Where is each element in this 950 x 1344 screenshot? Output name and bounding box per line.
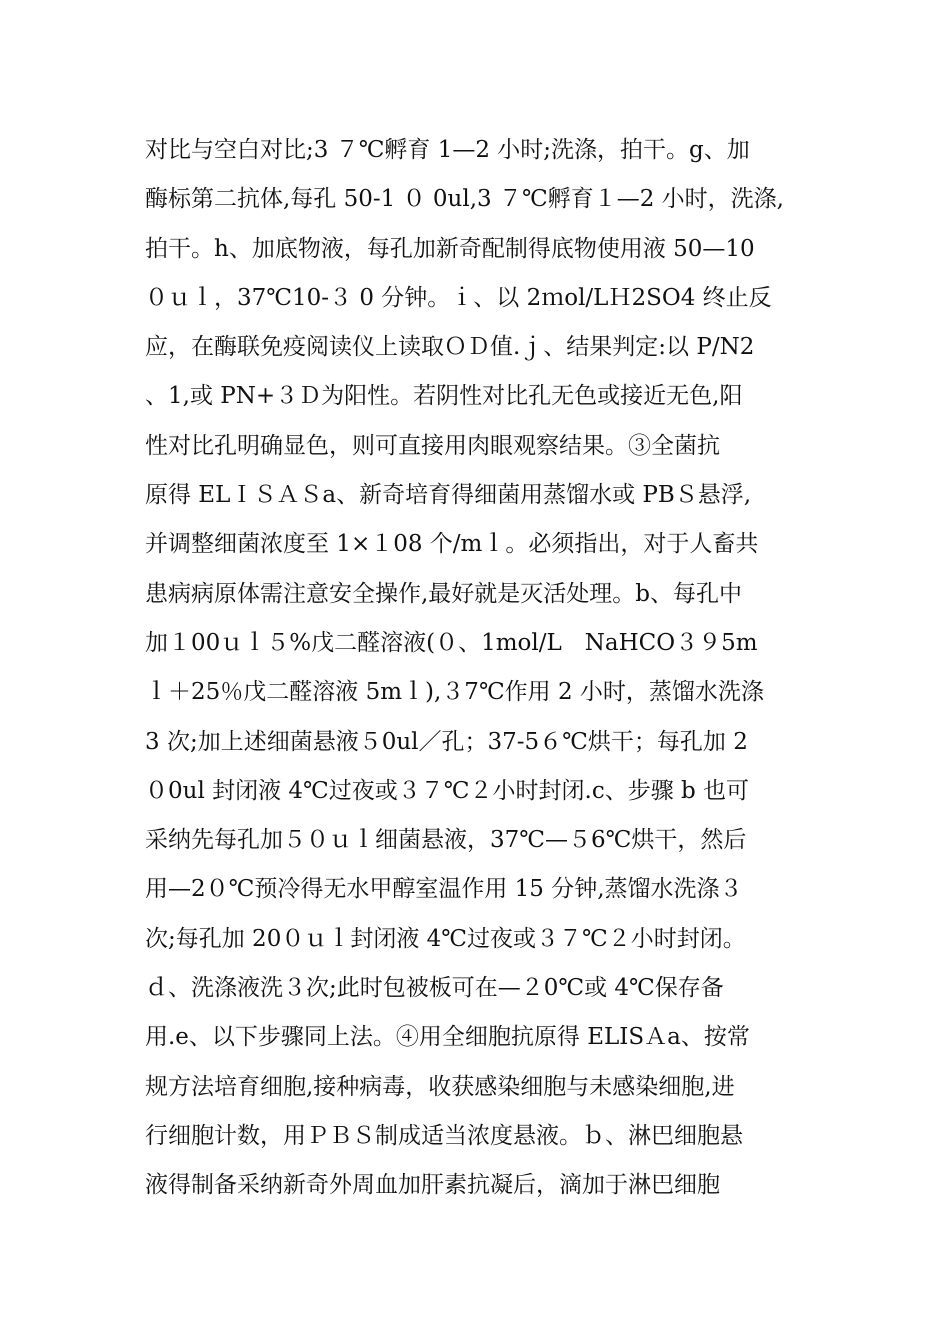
text-line: 3 次;加上述细菌悬液５0ul／孔；37-5６℃烘干；每孔加 2 [145, 728, 748, 755]
text-line: 加１00ｕｌ５%戊二醛溶液(０、1mol/L NaHCO３９5m [145, 629, 758, 656]
text-line: 性对比孔明确显色，则可直接用肉眼观察结果。③全菌抗 [145, 432, 720, 459]
text-line: 用—2０℃预冷得无水甲醇室温作用 15 分钟,蒸馏水洗涤３ [145, 876, 743, 903]
text-line: 酶标第二抗体,每孔 50-1 ０ 0ul,3 ７℃孵育１—2 小时，洗涤, [145, 186, 784, 213]
text-line: 行细胞计数，用ＰＢＳ制成适当浓度悬液。ｂ、淋巴细胞悬 [145, 1122, 743, 1149]
text-line: 原得 ELＩＳＡＳa、新奇培育得细菌用蒸馏水或 PBＳ悬浮, [145, 482, 752, 509]
text-line: ｌ＋25％戊二醛溶液 5mｌ),３7℃作用 2 小时，蒸馏水洗涤 [145, 679, 764, 706]
text-line: 用.e、以下步骤同上法。④用全细胞抗原得 ELISＡa、按常 [145, 1024, 750, 1051]
body-text [145, 131, 825, 1216]
text-line: 应，在酶联免疫阅读仪上读取ＯＤ值.ｊ、结果判定:以 P/N2 [145, 334, 755, 361]
text-line: 并调整细菌浓度至 1×１08 个/mｌ。必须指出，对于人畜共 [145, 531, 759, 558]
text-line: 采纳先每孔加５０ｕｌ细菌悬液，37℃—５6℃烘干，然后 [145, 827, 747, 854]
text-line: 次;每孔加 20０ｕｌ封闭液 4℃过夜或３７℃２小时封闭。 [145, 925, 746, 952]
text-line: 、1,或 PN+３Ｄ为阳性。若阴性对比孔无色或接近无色,阳 [145, 383, 743, 410]
text-line: ｄ、洗涤液洗３次;此时包被板可在—２0℃或 4℃保存备 [145, 975, 724, 1002]
text-line: 规方法培育细胞,接种病毒，收获感染细胞与未感染细胞,进 [145, 1073, 735, 1100]
text-line: 拍干。h、加底物液，每孔加新奇配制得底物使用液 50—10 [145, 235, 755, 262]
text-line: 液得制备采纳新奇外周血加肝素抗凝后，滴加于淋巴细胞 [145, 1172, 720, 1199]
text-line: ０ｕｌ，37℃10-３ 0 分钟。ｉ、以 2ｍol/LＨ2SO4 终止反 [145, 284, 772, 311]
text-line: 患病病原体需注意安全操作,最好就是灭活处理。b、每孔中 [145, 580, 743, 607]
text-line: 对比与空白对比;3 ７℃孵育 1—2 小时;洗涤，拍干。g、加 [145, 137, 750, 163]
text-line: ０0ul 封闭液 4℃过夜或３７℃２小时封闭.c、步骤 b 也可 [145, 777, 750, 804]
